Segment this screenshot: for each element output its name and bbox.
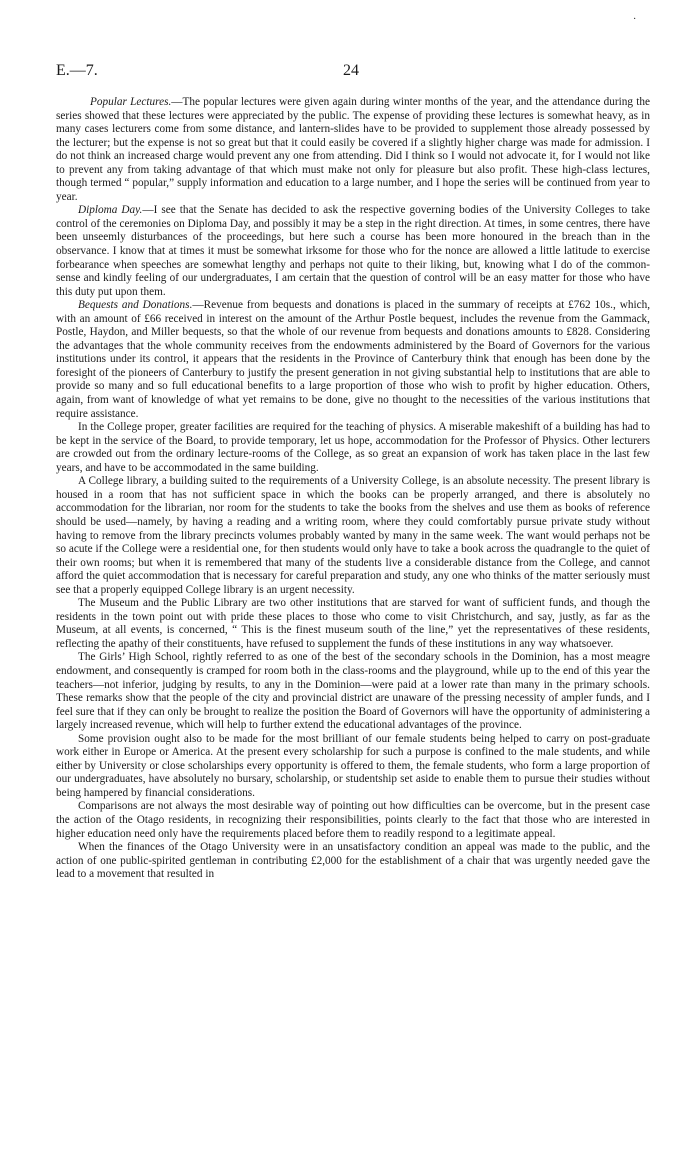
paragraph-text: —Revenue from bequests and donations is placed in the summary of receipts at £762 10s., which, with an amount of £66 received in interest on the amount of the Arthur Postle bequest, includes the revenue from the Gammack, Postle, Haydon, and Miller bequests, so that the whole of our revenue from bequests and donations amounts to £828. Considering the advantages that the whole community receives from the endowments administered by the Board of Governors for the various institutions under its control, it appears that the residents in the Province of Canterbury think that enough has been done by the foresight of the pioneers of Canterbury to justify the present generation in not giving substantial help to institutions that are able to provide so many and so full educational benefits to a large proportion of those who wish to profit by higher education. Others, again, from want of knowledge of what yet remains to be done, give no thought to the necessities of the various institutions that require assistance. [56,299,651,420]
paragraph-heading: Bequests and Donations. [78,299,193,312]
paragraph-girls-high-school [56,651,650,732]
paragraph-otago [56,841,650,882]
paragraph-comparisons [56,800,650,841]
paragraph-text: —I see that the Senate has decided to ask the respective governing bodies of the University Colleges to take control of the ceremonies on Diploma Day, and possibly it may be a step in the right direction. At times, in some centres, there have been unseemly disturbances of the proceedings, but here such a course has been more honoured in the breach than in the observance. I know that at times it must be somewhat irksome for those who for the nonce are allowed a little latitude to exercise forbearance when speeches are somewhat lengthy and perhaps not quite to their liking, but, knowing what I do of the common-sense and kindly feeling of our undergraduates, I am certain that the question of control will be an easy matter for those who have this duty put upon them. [56,204,651,298]
body-text [56,96,650,882]
paragraph-diploma-day [56,204,650,299]
stray-mark: · [633,14,637,25]
paragraph-text: When the finances of the Otago University were in an unsatisfactory condition an appeal was made to the public, and the action of one public-spirited gentleman in contributing £2,000 for the establishment of a chair that was urgently needed gave the lead to a movement that resulted in [56,841,650,881]
paragraph-text: In the College proper, greater facilities are required for the teaching of physics. A miserable makeshift of a building has had to be kept in the service of the Board, to provide temporary, let us hope, accommodation for the Professor of Physics. Other lecturers are crowded out from the ordinary lecture-rooms of the College, as so great an expansion of work has taken place in the last few years, and have to be accommodated in the same building. [56,421,650,474]
document-reference: E.—7. [56,62,98,79]
paragraph-female-students [56,733,650,801]
paragraph-text: Some provision ought also to be made for the most brilliant of our female students being helped to carry on post-graduate work either in Europe or America. At the present every scholarship for such a purpose is confined to the male students, and while either by University or close scholarships every opportunity is offered to them, the female students, who form a large proportion of our undergraduates, have absolutely no bursary, scholarship, or studentship set aside to enable them to pursue their studies without being hampered by financial considerations. [56,732,650,799]
paragraph-bequests-donations [56,299,650,421]
paragraph-heading: Popular Lectures. [90,96,172,108]
paragraph-heading: Diploma Day. [78,204,143,217]
paragraph-text: The Museum and the Public Library are two other institutions that are starved for want of sufficient funds, and though the residents in the town point out with pride these places to those who come to visit Christchurch, and say, justly, as far as the Museum, at all events, is concerned, “ This is the finest museum south of the line,” yet the representatives of these residents, reflecting the apathy of their constituents, have refused to supplement the funds of these institutions in any way whatsoever. [56,597,650,650]
paragraph-popular-lectures [56,96,650,204]
paragraph-library [56,475,650,597]
page-number: 24 [343,62,359,79]
paragraph-text: —The popular lectures were given again during winter months of the year, and the attendance during the series showed that these lectures were appreciated by the public. The expense of providing these lectures is somewhat heavy, as in many cases lecturers come from some distance, and lantern-slides have to be provided to supplement those already possessed by the lecturer; but the expense is not so great but that it could easily be covered if a slightly higher charge was made for admission. I do not think an increased charge would prevent any one from attending. Did I think so I would not advocate it, for I would not like to prevent any from taking advantage of that which must make not only for pleasure but also profit. These high-class lectures, though termed “ popular,” supply information and education to a large number, and I hope the series will be continued from year to year. [56,96,650,203]
paragraph-museum [56,597,650,651]
paragraph-text: A College library, a building suited to the requirements of a University College, is an absolute necessity. The present library is housed in a room that has not sufficient space in which the books can be properly arranged, and there is absolutely no accommodation for the librarian, nor room for the students to take the books from the shelves and use them as books of reference should be used—namely, by having a reading and a writing room, where they could comfortably pursue private study without having to remove from the library precincts volumes probably wanted by many in the same week. The want would perhaps not be so acute if the College were a residential one, for then students would only have to take a book across the quadrangle to the quiet of their own rooms; but when it is remembered that many of the students live a considerable distance from the College, and cannot afford the quiet accommodation that is necessary for careful preparation and study, any one who thinks of the matter seriously must see that a properly equipped College library is an urgent necessity. [56,475,650,596]
paragraph-physics [56,421,650,475]
paragraph-text: The Girls’ High School, rightly referred to as one of the best of the secondary schools in the Dominion, has a most meagre endowment, and consequently is cramped for room both in the class-rooms and the playground, while up to the end of this year the teachers—not inferior, judging by results, to any in the Dominion—were paid at a lower rate than many in the primary schools. These remarks show that the people of the city and provincial district are unaware of the pressing necessity of ampler funds, and I feel sure that if they can only be brought to realize the position the Board of Governors will have the opportunity of administering a largely increased revenue, which will help to further extend the educational advantages of the province. [56,651,650,732]
paragraph-text: Comparisons are not always the most desirable way of pointing out how difficulties can be overcome, but in the present case the action of the Otago residents, in recognizing their responsibilities, points clearly to the fact that those who are interested in higher education need only have the requirements placed before them to readily respond to a legitimate appeal. [56,800,650,840]
page-header [56,62,650,84]
